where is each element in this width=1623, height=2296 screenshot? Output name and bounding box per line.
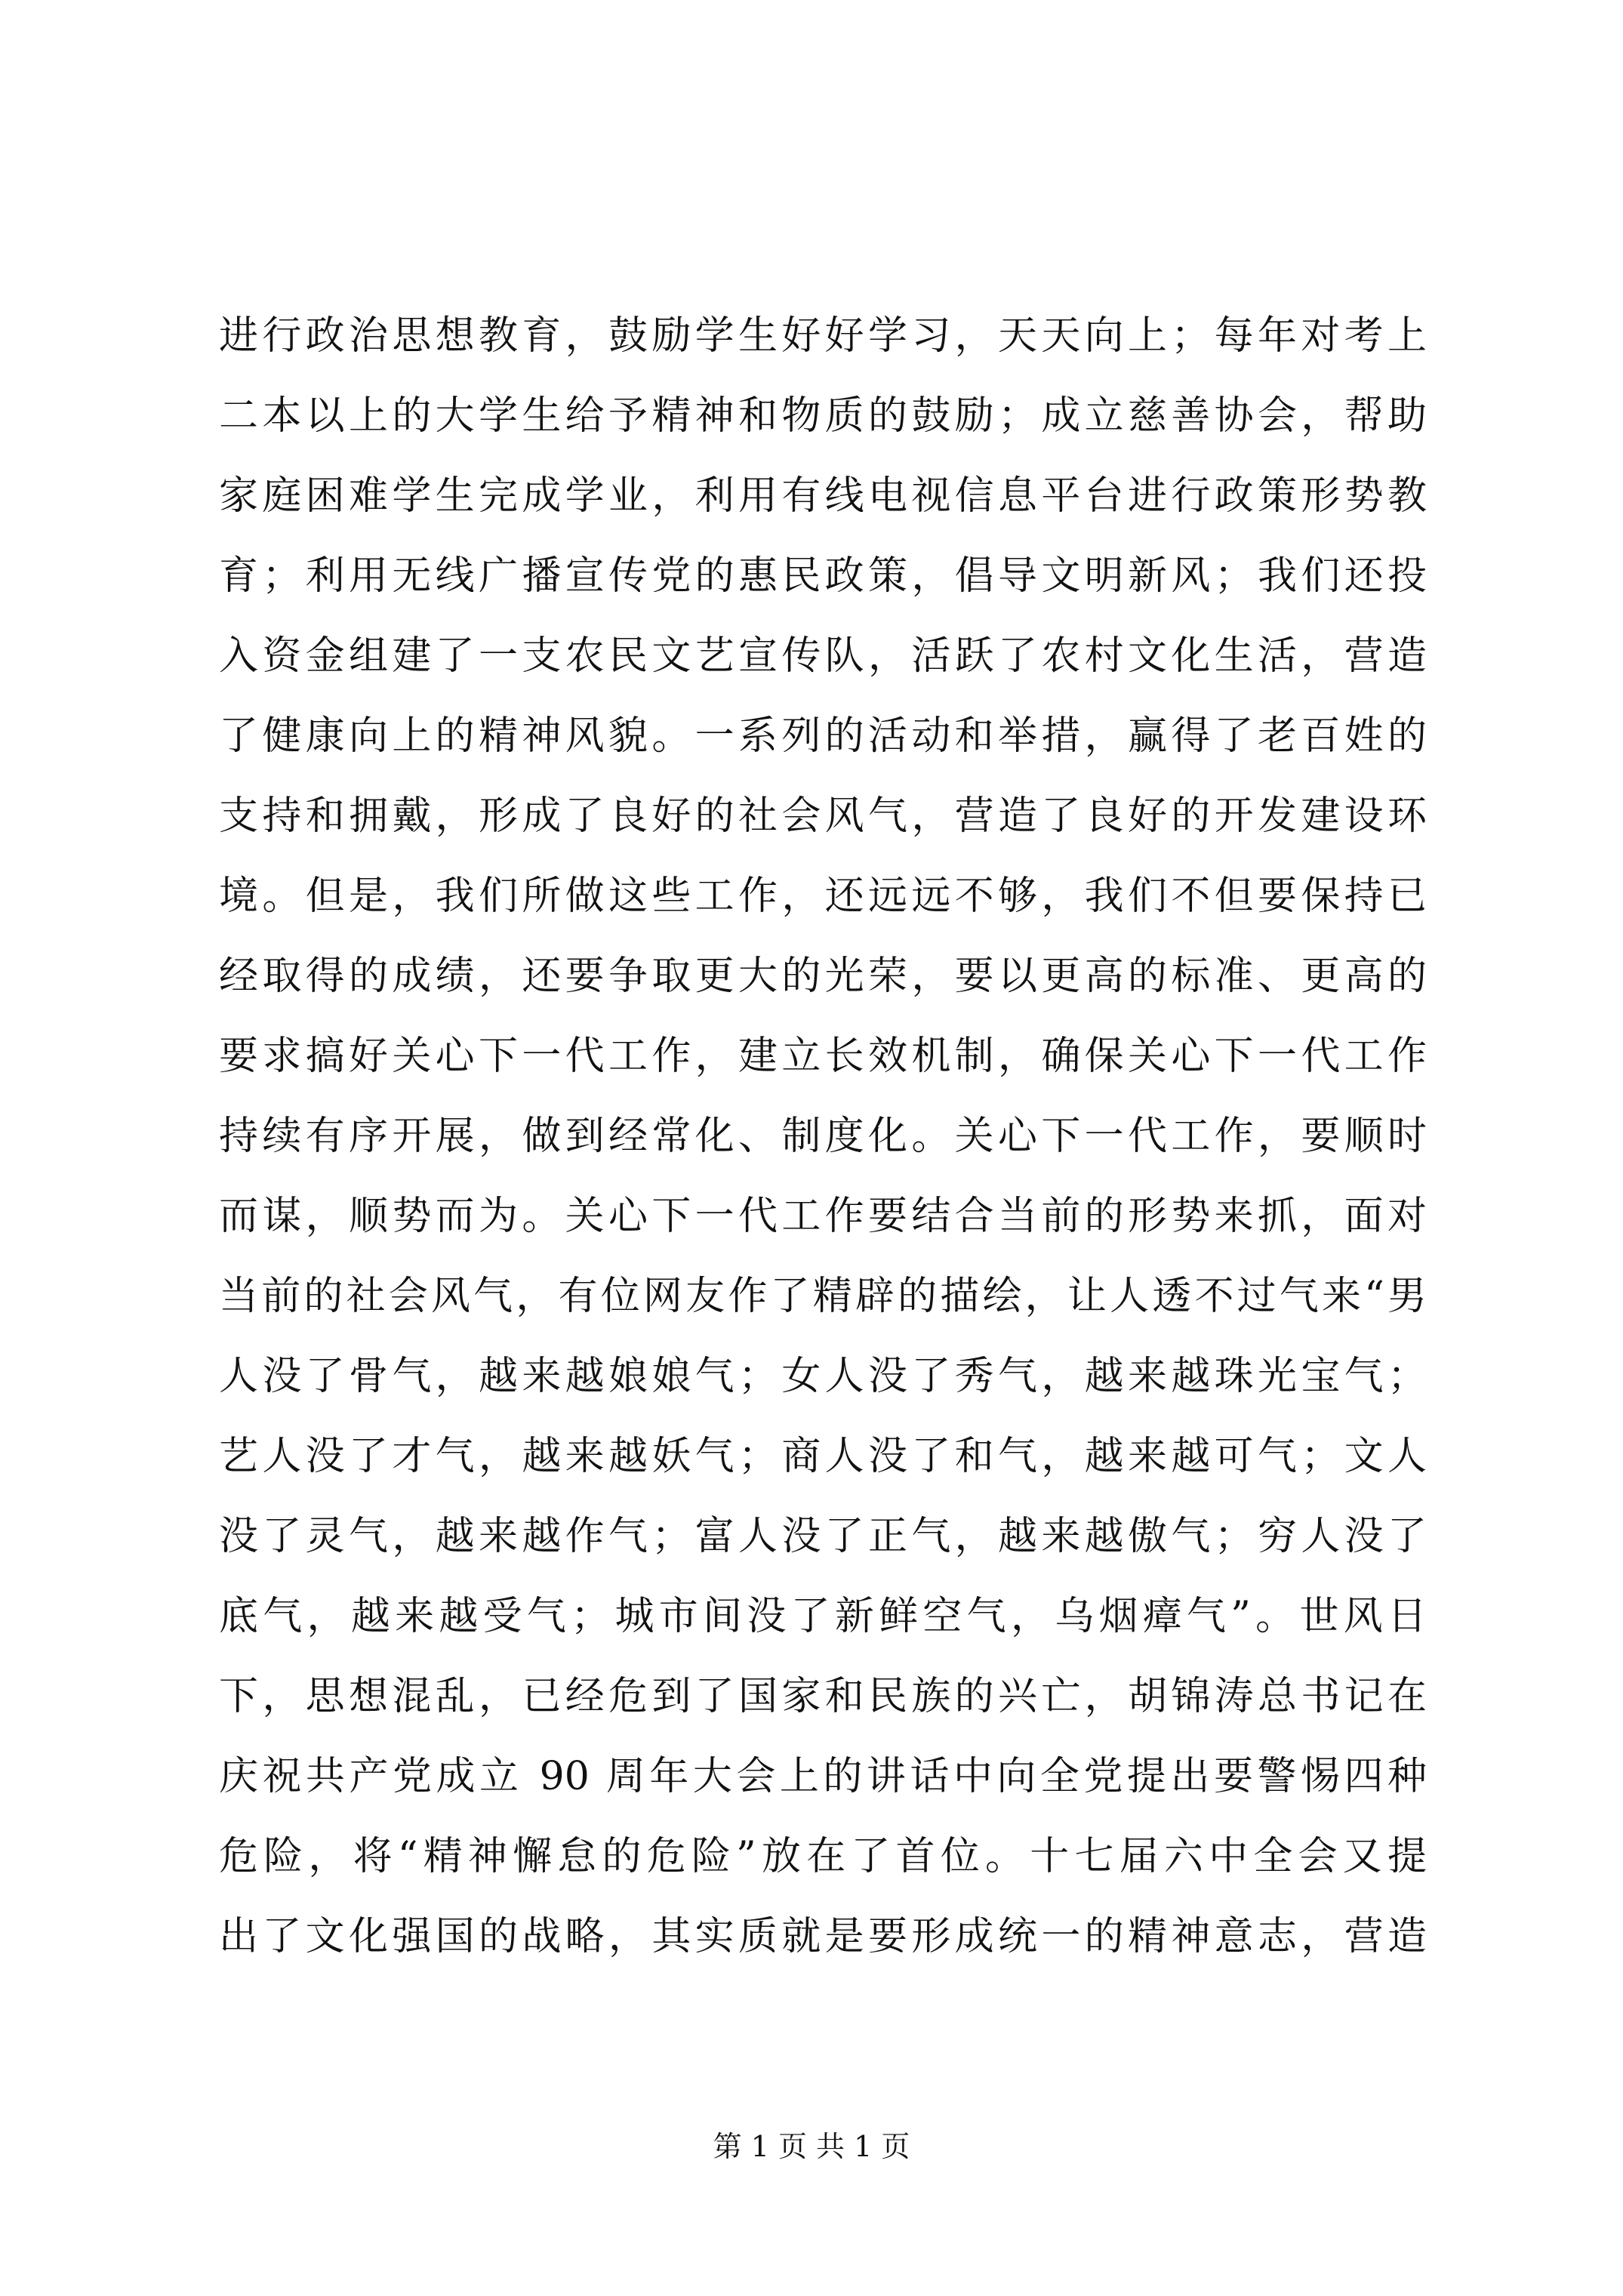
- text-line-8: 境。但是，我们所做这些工作，还远远不够，我们不但要保持已: [219, 874, 1427, 919]
- text-line-16: 没了灵气，越来越作气；富人没了正气，越来越傲气；穷人没了: [219, 1514, 1427, 1559]
- text-line-4: 育；利用无线广播宣传党的惠民政策，倡导文明新风；我们还投: [219, 553, 1427, 599]
- text-line-14: 人没了骨气，越来越娘娘气；女人没了秀气，越来越珠光宝气；: [219, 1354, 1427, 1399]
- text-line-12: 而谋，顺势而为。关心下一代工作要结合当前的形势来抓，面对: [219, 1194, 1427, 1239]
- text-line-10: 要求搞好关心下一代工作，建立长效机制，确保关心下一代工作: [219, 1034, 1427, 1079]
- text-line-17: 底气，越来越受气；城市间没了新鲜空气，乌烟瘴气”。世风日: [219, 1594, 1427, 1639]
- text-line-1: 进行政治思想教育，鼓励学生好好学习，天天向上；每年对考上: [219, 313, 1427, 359]
- text-line-3: 家庭困难学生完成学业，利用有线电视信息平台进行政策形势教: [219, 473, 1427, 519]
- text-line-13: 当前的社会风气，有位网友作了精辟的描绘，让人透不过气来“男: [219, 1274, 1427, 1319]
- text-line-9: 经取得的成绩，还要争取更大的光荣，要以更高的标准、更高的: [219, 954, 1427, 999]
- text-line-7: 支持和拥戴，形成了良好的社会风气，营造了良好的开发建设环: [219, 794, 1427, 839]
- page-footer: 第 1 页 共 1 页: [713, 2130, 910, 2163]
- text-line-20: 危险，将“精神懈怠的危险”放在了首位。十七届六中全会又提: [219, 1834, 1427, 1879]
- body-text: [219, 296, 1427, 1977]
- text-line-21: 出了文化强国的战略，其实质就是要形成统一的精神意志，营造: [219, 1914, 1427, 1959]
- text-line-19: 庆祝共产党成立 90 周年大会上的讲话中向全党提出要警惕四种: [219, 1754, 1427, 1799]
- text-line-15: 艺人没了才气，越来越妖气；商人没了和气，越来越可气；文人: [219, 1434, 1427, 1479]
- text-line-6: 了健康向上的精神风貌。一系列的活动和举措，赢得了老百姓的: [219, 713, 1427, 759]
- text-line-18: 下，思想混乱，已经危到了国家和民族的兴亡，胡锦涛总书记在: [219, 1674, 1427, 1719]
- text-line-5: 入资金组建了一支农民文艺宣传队，活跃了农村文化生活，营造: [219, 633, 1427, 679]
- text-line-11: 持续有序开展，做到经常化、制度化。关心下一代工作，要顺时: [219, 1114, 1427, 1159]
- text-line-2: 二本以上的大学生给予精神和物质的鼓励；成立慈善协会，帮助: [219, 393, 1427, 439]
